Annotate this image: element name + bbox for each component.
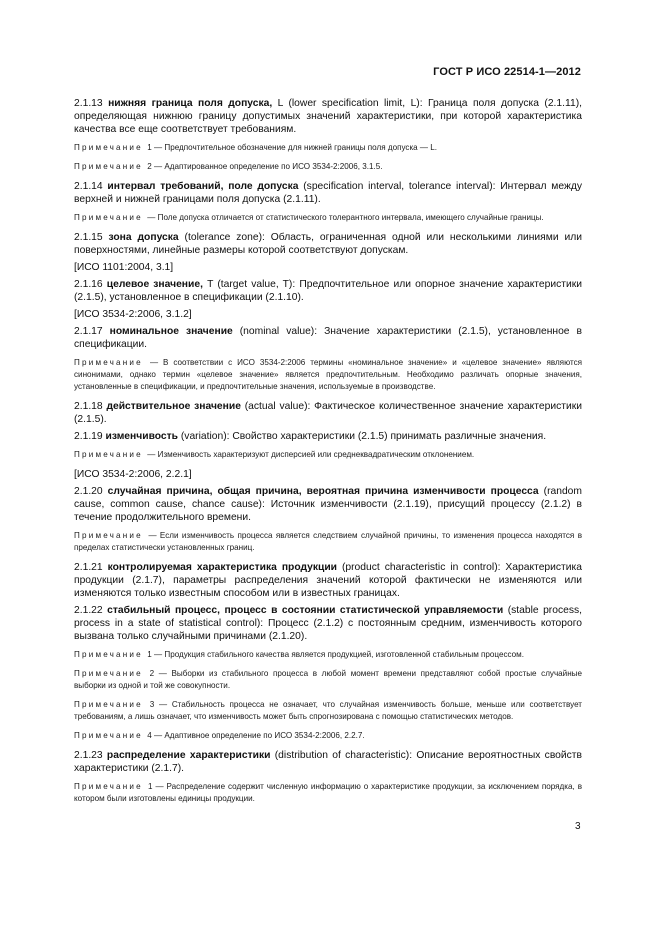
term-title: контролируемая характеристика продукции bbox=[107, 562, 338, 573]
term-title: изменчивость bbox=[105, 431, 179, 442]
term-title: случайная причина, общая причина, вероятная причина изменчивости процесса bbox=[107, 486, 539, 497]
note bbox=[74, 161, 582, 173]
note-text: 4 — Адаптивное определение по ИСО 3534-2:2006, 2.2.7. bbox=[147, 731, 365, 740]
note bbox=[74, 781, 582, 805]
term-text: (stable process, process in a state of statistical control): Процесс (2.1.2) с постоянным средним, изменчивость которого вызвана только случайными причинами (2.1.20). bbox=[74, 605, 582, 642]
term-definition bbox=[74, 604, 582, 643]
note bbox=[74, 699, 582, 723]
note-label: Примечание bbox=[74, 700, 150, 709]
note-text: 1 — Продукция стабильного качества является продукцией, изготовленной стабильным процессом. bbox=[147, 650, 524, 659]
note-label: Примечание bbox=[74, 450, 148, 459]
term-text: (product characteristic in control): Характеристика продукции (2.1.7), параметры распределения значений которой фактически не изменяются или изменяются только известным способом или в известных границах. bbox=[74, 562, 582, 599]
note bbox=[74, 142, 582, 154]
term-title: стабильный процесс, процесс в состоянии статистической управляемости bbox=[107, 605, 504, 616]
note-label: Примечание bbox=[74, 531, 149, 540]
term-definition bbox=[74, 749, 582, 775]
document-body bbox=[74, 97, 582, 812]
page-number: 3 bbox=[575, 821, 581, 832]
term-number: 2.1.14 bbox=[74, 181, 108, 192]
term-title: целевое значение, bbox=[106, 279, 203, 290]
term-definition bbox=[74, 180, 582, 206]
term-title: номинальное значение bbox=[109, 326, 233, 337]
note-text: 1 — Предпочтительное обозначение для нижней границы поля допуска — L. bbox=[147, 143, 438, 152]
note-label: Примечание bbox=[74, 358, 150, 367]
note-text: — В соответствии с ИСО 3534-2:2006 термины «номинальное значение» и «целевое значение» являются синонимами, однако термин «целевое значение» является предпочтительным. Необходимо различать опорные значения, установленные в спецификации, и предпочтительные значения, используемые в производстве. bbox=[74, 358, 583, 391]
term-definition bbox=[74, 485, 582, 524]
term-number: 2.1.13 bbox=[74, 98, 109, 109]
note bbox=[74, 212, 582, 224]
note bbox=[74, 730, 582, 742]
term-text: (actual value): Фактическое количественное значение характеристики (2.1.5). bbox=[74, 401, 582, 425]
term-text: (tolerance zone): Область, ограниченная одной или несколькими линиями или поверхностями, линейные размеры которой соответствуют допускам. bbox=[74, 232, 582, 256]
note-label: Примечание bbox=[74, 650, 148, 659]
term-number: 2.1.20 bbox=[74, 486, 108, 497]
note-text: 2 — Выборки из стабильного процесса в любой момент времени представляют собой простые случайные выборки из одной и той же совокупности. bbox=[74, 669, 582, 690]
term-number: 2.1.23 bbox=[74, 750, 107, 761]
note bbox=[74, 668, 582, 692]
term-number: 2.1.17 bbox=[74, 326, 110, 337]
term-definition bbox=[74, 278, 582, 304]
note-text: 1 — Распределение содержит численную информацию о характеристике продукции, за исключением порядка, в котором были изготовлены единицы продукции. bbox=[74, 782, 583, 803]
term-definition bbox=[74, 561, 582, 600]
note-label: Примечание bbox=[74, 782, 149, 791]
note-text: — Если изменчивость процесса является следствием случайной причины, то изменения процесса находятся в пределах статистически установленных границ. bbox=[74, 531, 582, 552]
note bbox=[74, 357, 582, 393]
term-definition bbox=[74, 97, 582, 136]
term-definition bbox=[74, 430, 582, 443]
term-text: (distribution of characteristic): Описание вероятностных свойств характеристики (2.1.7). bbox=[74, 750, 582, 774]
term-text: (nominal value): Значение характеристики (2.1.5), установленное в спецификации. bbox=[74, 326, 582, 350]
term-title: нижняя граница поля допуска, bbox=[108, 98, 273, 109]
term-title: интервал требований, поле допуска bbox=[107, 181, 299, 192]
term-text: (random cause, common cause, chance cause): Источник изменчивости (2.1.19), присущий процессу (2.1.2) в течение продолжительного времени. bbox=[74, 486, 582, 523]
note-label: Примечание bbox=[74, 669, 150, 678]
note-text: — Изменчивость характеризуют дисперсией или среднеквадратическим отклонением. bbox=[147, 450, 475, 459]
note bbox=[74, 649, 582, 661]
term-definition bbox=[74, 325, 582, 351]
note-label: Примечание bbox=[74, 162, 148, 171]
note-text: — Поле допуска отличается от статистического толерантного интервала, имеющего случайные границы. bbox=[147, 213, 544, 222]
term-number: 2.1.22 bbox=[74, 605, 108, 616]
term-number: 2.1.18 bbox=[74, 401, 107, 412]
note-label: Примечание bbox=[74, 213, 148, 222]
document-header: ГОСТ Р ИСО 22514-1—2012 bbox=[433, 66, 581, 78]
term-number: 2.1.19 bbox=[74, 431, 106, 442]
note bbox=[74, 530, 582, 554]
note bbox=[74, 449, 582, 461]
term-number: 2.1.16 bbox=[74, 279, 107, 290]
source-reference: [ИСО 3534-2:2006, 3.1.2] bbox=[74, 309, 192, 320]
note-label: Примечание bbox=[74, 143, 148, 152]
note-text: 2 — Адаптированное определение по ИСО 3534-2:2006, 3.1.5. bbox=[147, 162, 383, 171]
term-definition bbox=[74, 231, 582, 257]
term-number: 2.1.15 bbox=[74, 232, 109, 243]
term-title: зона допуска bbox=[108, 232, 179, 243]
term-text: (specification interval, tolerance interval): Интервал между верхней и нижней границами поля допуска (2.1.11). bbox=[74, 181, 582, 205]
term-text: L (lower specification limit, L): Граница поля допуска (2.1.11), определяющая нижнюю границу допустимых значений характеристики, при которой характеристика качества все еще соответствует требованиям. bbox=[74, 98, 582, 135]
term-text: T (target value, T): Предпочтительное или опорное значение характеристики (2.1.5), установленное в спецификации (2.1.10). bbox=[74, 279, 582, 303]
term-title: действительное значение bbox=[106, 401, 241, 412]
term-text: (variation): Свойство характеристики (2.1.5) принимать различные значения. bbox=[178, 431, 547, 442]
note-text: 3 — Стабильность процесса не означает, что случайная изменчивость больше, меньше или соответствует требованиям, а лишь означает, что изменчивость может быть спрогнозирована с помощью статистических методов. bbox=[74, 700, 583, 721]
source-reference: [ИСО 1101:2004, 3.1] bbox=[74, 262, 174, 273]
note-label: Примечание bbox=[74, 731, 148, 740]
source-reference: [ИСО 3534-2:2006, 2.2.1] bbox=[74, 469, 192, 480]
term-definition bbox=[74, 400, 582, 426]
term-number: 2.1.21 bbox=[74, 562, 108, 573]
term-title: распределение характеристики bbox=[106, 750, 271, 761]
